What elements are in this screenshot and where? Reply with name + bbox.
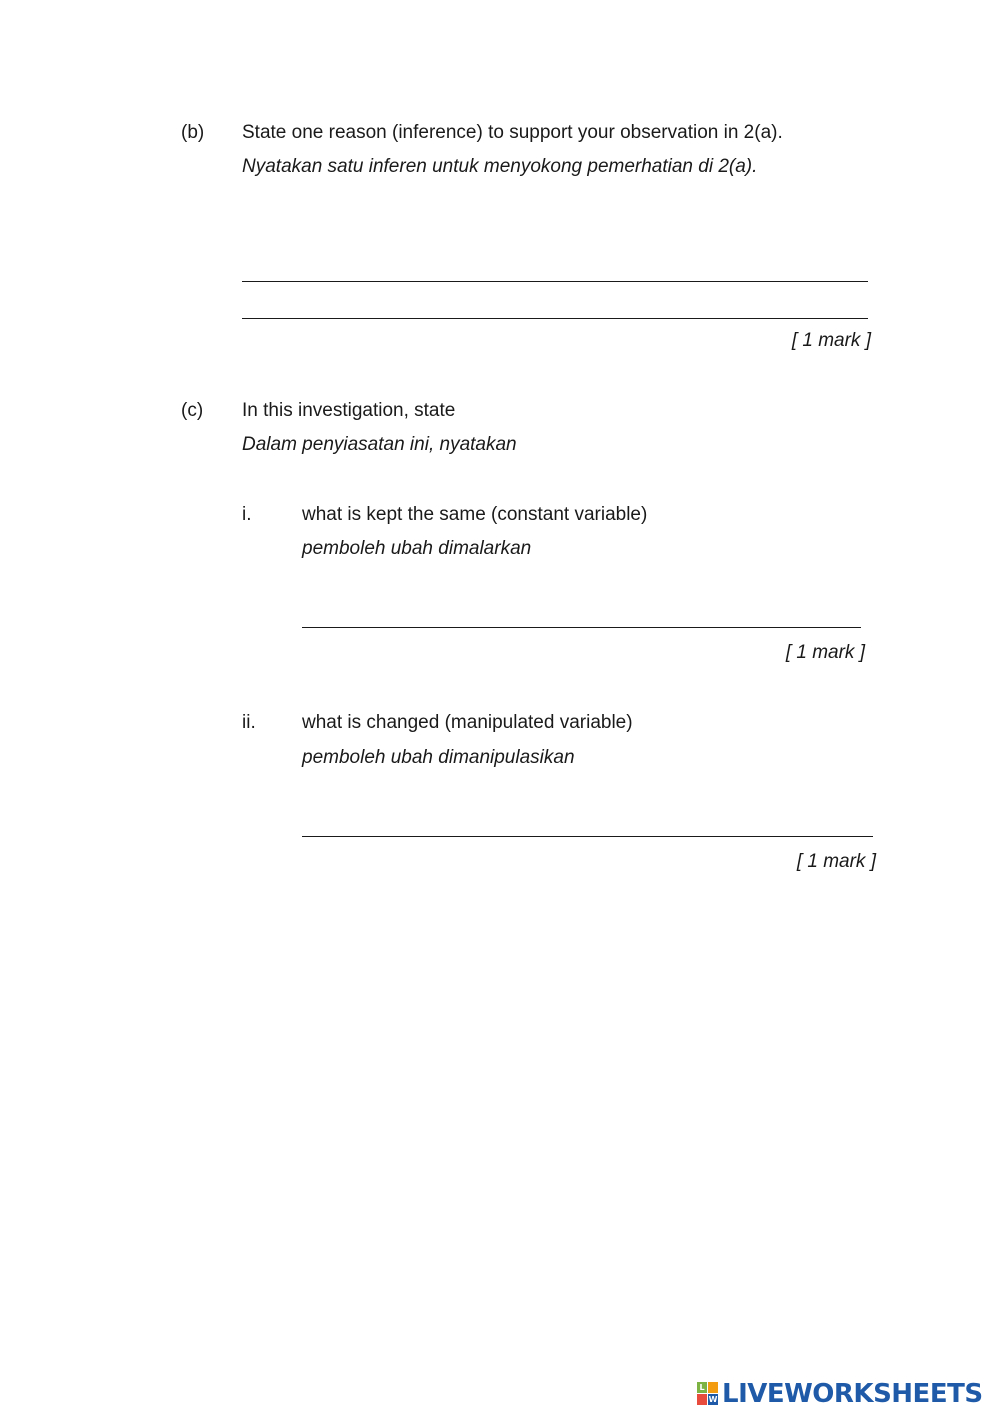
item-i-answer-line[interactable] bbox=[302, 627, 861, 628]
liveworksheets-logo-text: LIVEWORKSHEETS bbox=[722, 1379, 983, 1409]
part-b-question-english: State one reason (inference) to support your observation in 2(a). bbox=[242, 122, 783, 143]
logo-icon-l: L bbox=[697, 1382, 707, 1393]
item-ii-question-malay: pemboleh ubah dimanipulasikan bbox=[302, 747, 575, 768]
item-i-question-malay: pemboleh ubah dimalarkan bbox=[302, 538, 532, 559]
item-ii-label: ii. bbox=[242, 712, 256, 733]
item-ii-question-english: what is changed (manipulated variable) bbox=[302, 712, 633, 733]
part-b-question-malay: Nyatakan satu inferen untuk menyokong pemerhatian di 2(a). bbox=[242, 156, 758, 177]
item-i-label: i. bbox=[242, 504, 252, 525]
item-ii-answer-line[interactable] bbox=[302, 836, 873, 837]
logo-icon-tile-orange bbox=[708, 1382, 718, 1393]
logo-icon-w: W bbox=[708, 1395, 718, 1404]
part-b-answer-line-2[interactable] bbox=[242, 318, 868, 319]
part-b-answer-line-1[interactable] bbox=[242, 281, 868, 282]
item-i-mark: [ 1 mark ] bbox=[785, 642, 865, 663]
liveworksheets-logo-icon bbox=[697, 1382, 719, 1406]
part-c-intro-malay: Dalam penyiasatan ini, nyatakan bbox=[242, 434, 517, 455]
part-c-intro-english: In this investigation, state bbox=[242, 400, 456, 421]
part-c-label: (c) bbox=[181, 400, 204, 421]
item-i-question-english: what is kept the same (constant variable) bbox=[302, 504, 648, 525]
logo-icon-tile-red bbox=[697, 1394, 707, 1405]
liveworksheets-logo[interactable] bbox=[697, 1378, 983, 1410]
part-b-mark: [ 1 mark ] bbox=[791, 330, 871, 351]
item-ii-mark: [ 1 mark ] bbox=[796, 851, 876, 872]
part-b-label: (b) bbox=[181, 122, 205, 143]
